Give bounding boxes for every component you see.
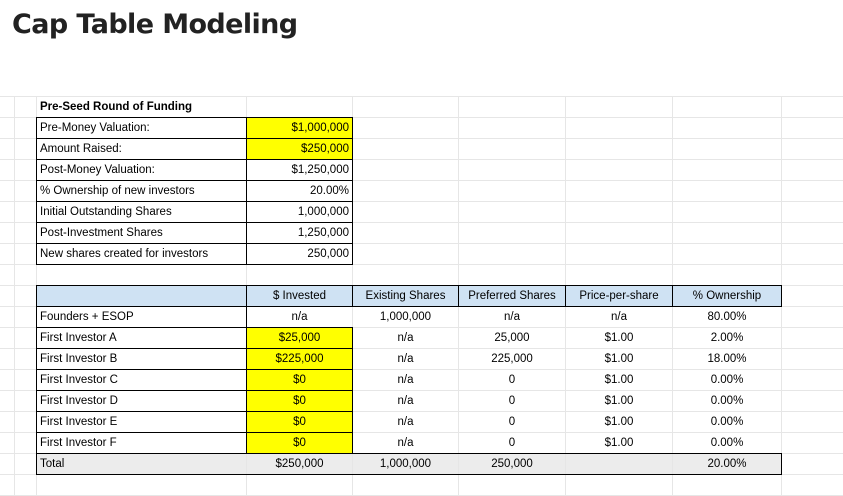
- spreadsheet-grid[interactable]: [0, 96, 843, 496]
- cap-table-cell[interactable]: $1.00: [604, 437, 634, 449]
- cap-table-cell[interactable]: 0: [508, 416, 516, 428]
- round-value[interactable]: $1,000,000: [247, 118, 352, 138]
- round-value[interactable]: 250,000: [307, 248, 349, 260]
- cap-table-cell[interactable]: 25,000: [494, 332, 530, 344]
- total-cell[interactable]: $250,000: [247, 454, 352, 474]
- cap-table-cell[interactable]: n/a: [397, 353, 414, 365]
- cap-table-cell[interactable]: $0: [247, 370, 352, 390]
- cap-table-cell[interactable]: 2.00%: [710, 332, 744, 344]
- cap-table-cell[interactable]: $0: [247, 412, 352, 432]
- cap-table-cell[interactable]: $1.00: [604, 395, 634, 407]
- cap-table-cell[interactable]: $1.00: [604, 374, 634, 386]
- round-value[interactable]: $250,000: [247, 139, 352, 159]
- cap-table-cell[interactable]: 0: [508, 437, 516, 449]
- round-title[interactable]: Pre-Seed Round of Funding: [40, 101, 193, 113]
- column-header[interactable]: Price-per-share: [566, 286, 672, 306]
- total-cell[interactable]: [566, 454, 672, 474]
- grid-row-line: [0, 474, 843, 475]
- round-label[interactable]: Post-Money Valuation:: [40, 164, 155, 176]
- grid-col-line: [14, 96, 15, 496]
- cap-table-cell[interactable]: 0: [508, 395, 516, 407]
- total-label[interactable]: Total: [37, 454, 246, 474]
- cap-table-cell[interactable]: 0: [508, 374, 516, 386]
- total-cell[interactable]: 20.00%: [673, 454, 781, 474]
- cap-table-cell[interactable]: 80.00%: [707, 311, 747, 323]
- cap-table-cell[interactable]: $0: [247, 433, 352, 453]
- investor-name[interactable]: Founders + ESOP: [40, 311, 134, 323]
- round-label[interactable]: % Ownership of new investors: [40, 185, 195, 197]
- investor-name[interactable]: First Investor A: [40, 332, 117, 344]
- cap-table-cell[interactable]: $1.00: [604, 353, 634, 365]
- column-header[interactable]: Existing Shares: [353, 286, 458, 306]
- round-label[interactable]: Pre-Money Valuation:: [40, 122, 150, 134]
- total-cell[interactable]: 250,000: [459, 454, 565, 474]
- cap-table-cell[interactable]: 0.00%: [710, 395, 744, 407]
- cap-table-cell[interactable]: $1.00: [604, 416, 634, 428]
- investor-name[interactable]: First Investor E: [40, 416, 118, 428]
- round-value[interactable]: 20.00%: [309, 185, 349, 197]
- cap-table-cell[interactable]: n/a: [397, 437, 414, 449]
- cap-table-cell[interactable]: 225,000: [491, 353, 533, 365]
- round-value[interactable]: 1,000,000: [297, 206, 349, 218]
- grid-col-line: [781, 96, 782, 496]
- cap-table-cell[interactable]: n/a: [397, 374, 414, 386]
- cap-table-cell[interactable]: 18.00%: [707, 353, 747, 365]
- cap-table-cell[interactable]: $0: [247, 391, 352, 411]
- round-label[interactable]: Initial Outstanding Shares: [40, 206, 172, 218]
- cap-table-cell[interactable]: 0.00%: [710, 374, 744, 386]
- round-label[interactable]: New shares created for investors: [40, 248, 209, 260]
- column-header[interactable]: $ Invested: [247, 286, 352, 306]
- grid-row-line: [0, 264, 843, 265]
- cap-table-cell[interactable]: $1.00: [604, 332, 634, 344]
- column-header[interactable]: % Ownership: [673, 286, 781, 306]
- investor-name[interactable]: First Investor B: [40, 353, 118, 365]
- round-value[interactable]: 1,250,000: [297, 227, 349, 239]
- cap-table-cell[interactable]: 0.00%: [710, 437, 744, 449]
- page-title: Cap Table Modeling: [12, 9, 298, 40]
- cap-table-cell[interactable]: 1,000,000: [379, 311, 432, 323]
- cap-table-cell[interactable]: n/a: [397, 395, 414, 407]
- round-label[interactable]: Amount Raised:: [40, 143, 122, 155]
- cap-table-cell[interactable]: 0.00%: [710, 416, 744, 428]
- cap-table-cell[interactable]: n/a: [397, 416, 414, 428]
- round-value[interactable]: $1,250,000: [291, 164, 349, 176]
- investor-name[interactable]: First Investor C: [40, 374, 118, 386]
- cap-table-cell[interactable]: $225,000: [247, 349, 352, 369]
- investor-name[interactable]: First Investor D: [40, 395, 118, 407]
- cap-table-cell[interactable]: n/a: [504, 311, 520, 323]
- cap-table-cell[interactable]: n/a: [291, 311, 308, 323]
- round-label[interactable]: Post-Investment Shares: [40, 227, 163, 239]
- header-blank-cell[interactable]: [37, 286, 246, 306]
- cap-table-cell[interactable]: n/a: [397, 332, 414, 344]
- total-cell[interactable]: 1,000,000: [353, 454, 458, 474]
- cap-table-cell[interactable]: n/a: [611, 311, 627, 323]
- column-header[interactable]: Preferred Shares: [459, 286, 565, 306]
- investor-name[interactable]: First Investor F: [40, 437, 117, 449]
- cap-table-cell[interactable]: $25,000: [247, 328, 352, 348]
